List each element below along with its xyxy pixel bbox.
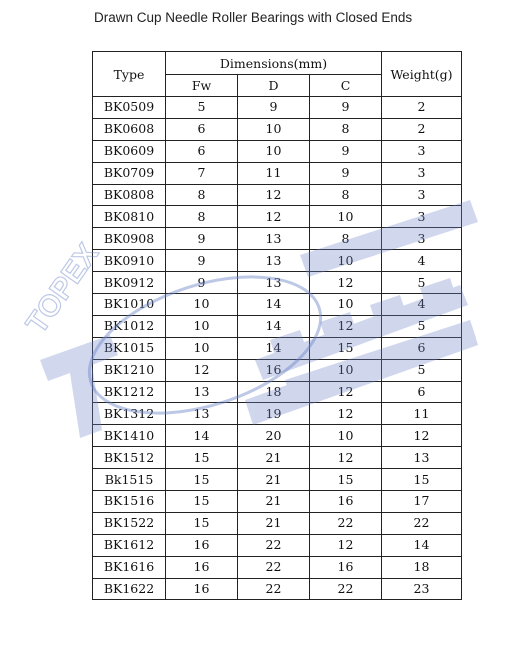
cell-d: 21: [238, 469, 310, 491]
cell-fw: 8: [166, 184, 238, 206]
cell-d: 21: [238, 512, 310, 534]
column-header-dimensions: Dimensions(mm): [166, 52, 382, 75]
cell-fw: 15: [166, 447, 238, 469]
table-row: [93, 206, 462, 228]
cell-d: 12: [238, 206, 310, 228]
cell-weight: 4: [382, 250, 462, 272]
cell-c: 12: [310, 534, 382, 556]
cell-type: BK1312: [93, 403, 166, 425]
cell-c: 9: [310, 97, 382, 119]
cell-fw: 14: [166, 425, 238, 447]
cell-fw: 5: [166, 97, 238, 119]
cell-weight: 3: [382, 228, 462, 250]
column-header-weight: Weight(g): [382, 52, 462, 97]
table-body: [93, 97, 462, 600]
cell-d: 11: [238, 162, 310, 184]
table-row: [93, 162, 462, 184]
table-row: [93, 97, 462, 119]
table-row: [93, 228, 462, 250]
table-row: [93, 534, 462, 556]
cell-d: 10: [238, 140, 310, 162]
cell-c: 12: [310, 447, 382, 469]
table-row: [93, 491, 462, 513]
cell-c: 15: [310, 469, 382, 491]
cell-type: Bk1515: [93, 469, 166, 491]
cell-weight: 14: [382, 534, 462, 556]
cell-c: 8: [310, 118, 382, 140]
cell-c: 22: [310, 578, 382, 600]
cell-weight: 23: [382, 578, 462, 600]
cell-type: BK1012: [93, 315, 166, 337]
cell-fw: 10: [166, 315, 238, 337]
cell-d: 19: [238, 403, 310, 425]
cell-weight: 2: [382, 118, 462, 140]
cell-d: 20: [238, 425, 310, 447]
cell-d: 22: [238, 534, 310, 556]
table-row: [93, 140, 462, 162]
cell-type: BK0808: [93, 184, 166, 206]
cell-weight: 3: [382, 206, 462, 228]
table-row: [93, 359, 462, 381]
cell-d: 21: [238, 447, 310, 469]
cell-d: 18: [238, 381, 310, 403]
table-row: [93, 512, 462, 534]
table-row: [93, 556, 462, 578]
cell-c: 10: [310, 425, 382, 447]
cell-fw: 10: [166, 337, 238, 359]
cell-fw: 9: [166, 228, 238, 250]
cell-fw: 6: [166, 118, 238, 140]
cell-c: 10: [310, 294, 382, 316]
table-row: [93, 469, 462, 491]
cell-c: 8: [310, 184, 382, 206]
cell-fw: 13: [166, 381, 238, 403]
column-header-fw: Fw: [166, 75, 238, 97]
cell-fw: 15: [166, 469, 238, 491]
cell-d: 12: [238, 184, 310, 206]
bearing-spec-table: [92, 51, 462, 600]
cell-type: BK1612: [93, 534, 166, 556]
cell-type: BK0709: [93, 162, 166, 184]
cell-type: BK0908: [93, 228, 166, 250]
table-row: [93, 381, 462, 403]
cell-d: 21: [238, 491, 310, 513]
cell-fw: 8: [166, 206, 238, 228]
cell-fw: 10: [166, 294, 238, 316]
cell-fw: 16: [166, 556, 238, 578]
table-row: [93, 294, 462, 316]
table-row: [93, 184, 462, 206]
cell-weight: 5: [382, 359, 462, 381]
cell-c: 16: [310, 556, 382, 578]
cell-type: BK1516: [93, 491, 166, 513]
cell-c: 10: [310, 250, 382, 272]
cell-fw: 15: [166, 491, 238, 513]
cell-fw: 16: [166, 534, 238, 556]
cell-fw: 7: [166, 162, 238, 184]
table-row: [93, 272, 462, 294]
cell-type: BK0608: [93, 118, 166, 140]
cell-d: 13: [238, 250, 310, 272]
cell-c: 10: [310, 206, 382, 228]
cell-d: 10: [238, 118, 310, 140]
table-row: [93, 337, 462, 359]
column-header-type: Type: [93, 52, 166, 97]
cell-weight: 3: [382, 140, 462, 162]
cell-type: BK1410: [93, 425, 166, 447]
cell-weight: 13: [382, 447, 462, 469]
watermark-logo-text: TOPEX: [20, 237, 106, 340]
cell-d: 9: [238, 97, 310, 119]
cell-d: 14: [238, 315, 310, 337]
cell-fw: 9: [166, 272, 238, 294]
cell-d: 14: [238, 337, 310, 359]
cell-type: BK1512: [93, 447, 166, 469]
cell-fw: 13: [166, 403, 238, 425]
cell-weight: 5: [382, 315, 462, 337]
cell-fw: 6: [166, 140, 238, 162]
table-row: [93, 315, 462, 337]
cell-weight: 5: [382, 272, 462, 294]
table-row: [93, 118, 462, 140]
cell-c: 12: [310, 381, 382, 403]
cell-fw: 12: [166, 359, 238, 381]
cell-weight: 6: [382, 381, 462, 403]
cell-d: 22: [238, 556, 310, 578]
cell-weight: 22: [382, 512, 462, 534]
cell-type: BK1210: [93, 359, 166, 381]
table-row: [93, 578, 462, 600]
cell-c: 12: [310, 403, 382, 425]
cell-c: 15: [310, 337, 382, 359]
cell-c: 12: [310, 315, 382, 337]
table-row: [93, 425, 462, 447]
cell-weight: 4: [382, 294, 462, 316]
cell-fw: 9: [166, 250, 238, 272]
cell-fw: 15: [166, 512, 238, 534]
cell-c: 8: [310, 228, 382, 250]
cell-weight: 6: [382, 337, 462, 359]
cell-c: 10: [310, 359, 382, 381]
table-row: [93, 250, 462, 272]
cell-weight: 17: [382, 491, 462, 513]
cell-fw: 16: [166, 578, 238, 600]
cell-type: BK1622: [93, 578, 166, 600]
cell-weight: 3: [382, 184, 462, 206]
cell-type: BK0609: [93, 140, 166, 162]
cell-weight: 12: [382, 425, 462, 447]
cell-d: 16: [238, 359, 310, 381]
column-header-c: C: [310, 75, 382, 97]
document-title: Drawn Cup Needle Roller Bearings with Closed Ends: [94, 10, 413, 25]
column-header-d: D: [238, 75, 310, 97]
cell-d: 22: [238, 578, 310, 600]
cell-weight: 18: [382, 556, 462, 578]
cell-c: 9: [310, 140, 382, 162]
cell-type: BK1212: [93, 381, 166, 403]
cell-weight: 15: [382, 469, 462, 491]
cell-type: BK0509: [93, 97, 166, 119]
cell-c: 22: [310, 512, 382, 534]
cell-c: 9: [310, 162, 382, 184]
cell-type: BK0910: [93, 250, 166, 272]
cell-d: 13: [238, 272, 310, 294]
cell-type: BK0810: [93, 206, 166, 228]
cell-d: 14: [238, 294, 310, 316]
cell-type: BK0912: [93, 272, 166, 294]
cell-weight: 2: [382, 97, 462, 119]
cell-weight: 3: [382, 162, 462, 184]
cell-d: 13: [238, 228, 310, 250]
cell-type: BK1522: [93, 512, 166, 534]
table-row: [93, 403, 462, 425]
table-row: [93, 447, 462, 469]
cell-type: BK1616: [93, 556, 166, 578]
cell-type: BK1015: [93, 337, 166, 359]
cell-weight: 11: [382, 403, 462, 425]
cell-type: BK1010: [93, 294, 166, 316]
cell-c: 12: [310, 272, 382, 294]
cell-c: 16: [310, 491, 382, 513]
